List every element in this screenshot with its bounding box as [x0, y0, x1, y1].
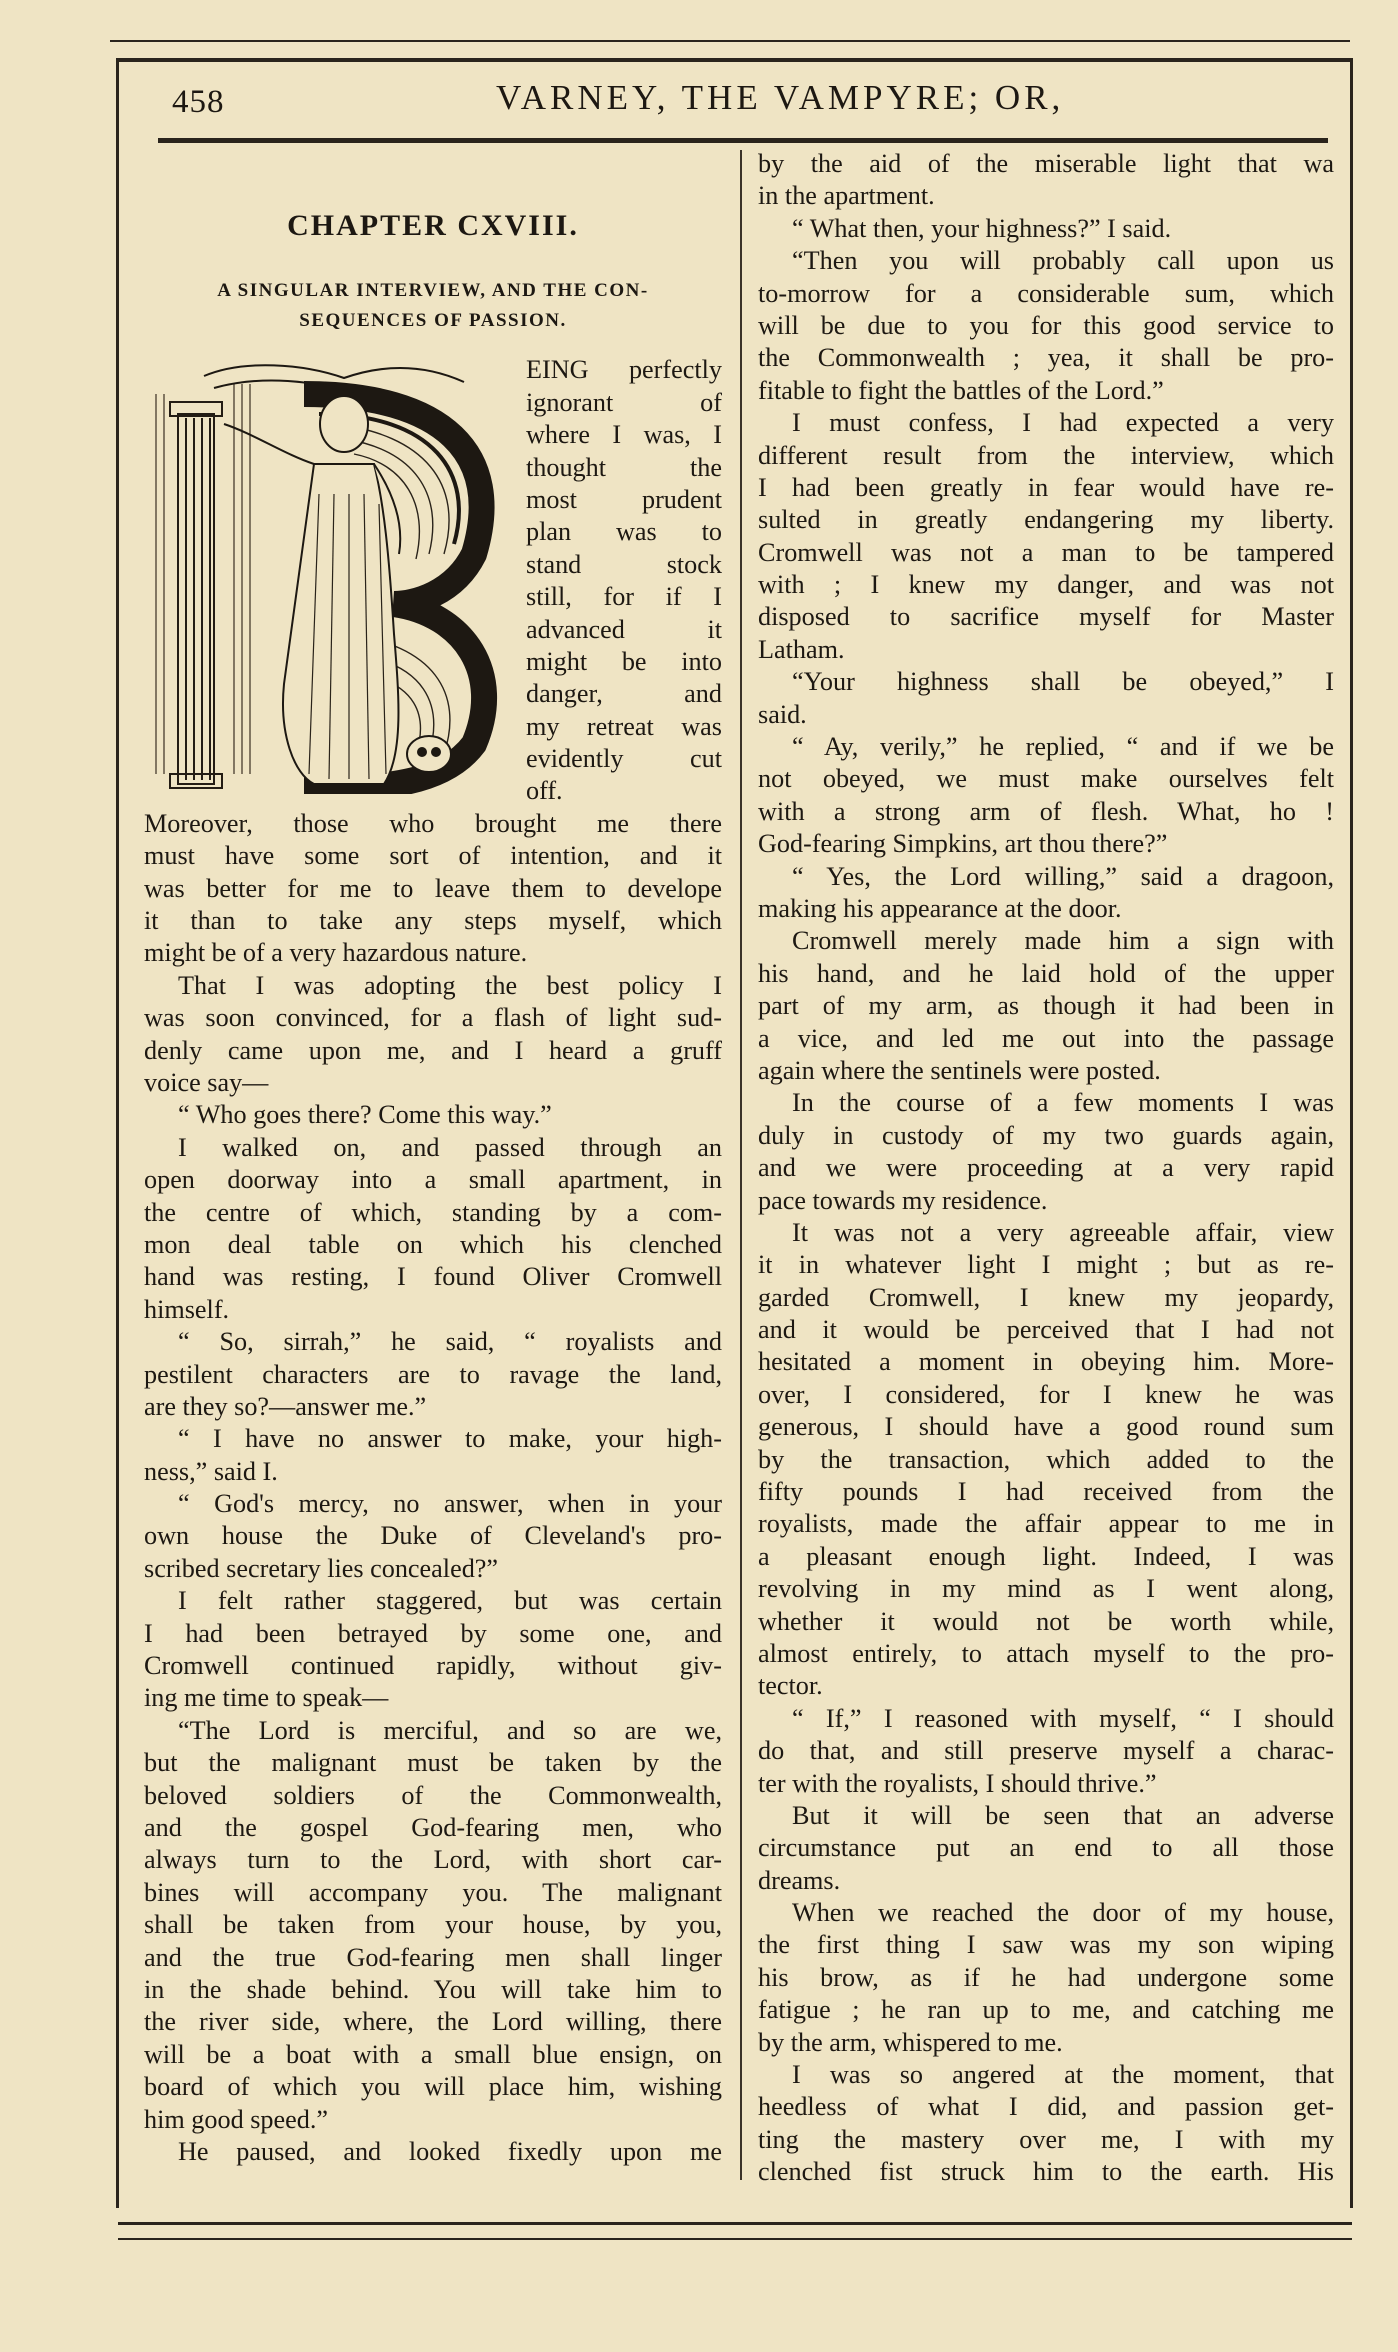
text-line: was better for me to leave them to develope	[144, 873, 722, 903]
text-line: and it would be perceived that I had not	[758, 1315, 1334, 1345]
text-line: and the true God-fearing men shall linger	[144, 1942, 722, 1972]
text-line: pace towards my residence.	[758, 1185, 1048, 1215]
chapter-subtitle-line: A SINGULAR INTERVIEW, AND THE CON-	[217, 280, 649, 302]
top-frame-rule	[118, 58, 1350, 62]
text-line: circumstance put an end to all those	[758, 1833, 1334, 1863]
text-line: I walked on, and passed through an	[178, 1132, 722, 1162]
text-line: most prudent	[526, 484, 722, 514]
bottom-rule-thin	[118, 2238, 1352, 2240]
chapter-subtitle-line: SEQUENCES OF PASSION.	[299, 310, 567, 332]
text-line: are they so?—answer me.”	[144, 1391, 427, 1421]
text-line: mon deal table on which his clenched	[144, 1229, 722, 1259]
text-line: I had been betrayed by some one, and	[144, 1618, 722, 1648]
text-line: it in whatever light I might ; but as re-	[758, 1250, 1334, 1280]
text-line: “ I have no answer to make, your high-	[178, 1424, 722, 1454]
text-line: “ Yes, the Lord willing,” said a dragoon,	[792, 861, 1334, 891]
text-line: almost entirely, to attach myself to the pro-	[758, 1638, 1334, 1668]
text-line: “ God's mercy, no answer, when in your	[178, 1489, 722, 1519]
text-line: where I was, I	[526, 420, 722, 450]
text-line: might be of a very hazardous nature.	[144, 938, 528, 968]
text-line: said.	[758, 699, 807, 729]
text-line: with a strong arm of flesh. What, ho !	[758, 796, 1334, 826]
text-line: “ So, sirrah,” he said, “ royalists and	[178, 1327, 722, 1357]
text-line: beloved soldiers of the Commonwealth,	[144, 1780, 722, 1810]
text-line: still, for if I	[526, 582, 722, 612]
chapter-title: CHAPTER CXVIII.	[287, 209, 579, 242]
text-line: “The Lord is merciful, and so are we,	[178, 1715, 722, 1745]
text-line: Cromwell continued rapidly, without giv-	[144, 1651, 722, 1681]
text-line: the first thing I saw was my son wiping	[758, 1930, 1334, 1960]
text-line: heedless of what I did, and passion get-	[758, 2092, 1334, 2122]
running-head: VARNEY, THE VAMPYRE; OR,	[496, 78, 1065, 117]
text-line: That I was adopting the best policy I	[178, 970, 722, 1000]
text-line: duly in custody of my two guards again,	[758, 1120, 1334, 1150]
text-line: dreams.	[758, 1865, 841, 1895]
text-line: I felt rather staggered, but was certain	[178, 1586, 722, 1616]
text-line: again where the sentinels were posted.	[758, 1055, 1161, 1085]
text-line: I must confess, I had expected a very	[792, 408, 1334, 438]
text-line: tector.	[758, 1671, 823, 1701]
text-line: “ Who goes there? Come this way.”	[178, 1100, 552, 1130]
right-column	[758, 148, 1334, 2189]
text-line: Latham.	[758, 634, 845, 664]
text-line: ter with the royalists, I should thrive.”	[758, 1768, 1157, 1798]
text-line: bines will accompany you. The malignant	[144, 1877, 722, 1907]
left-frame-rule	[116, 58, 119, 2208]
chapter-subtitle	[144, 276, 722, 336]
text-line: scribed secretary lies concealed?”	[144, 1553, 499, 1583]
text-line: own house the Duke of Cleveland's pro-	[144, 1521, 722, 1551]
text-line: EING perfectly	[526, 355, 722, 385]
page-number: 458	[172, 84, 225, 120]
text-line: it than to take any steps myself, which	[144, 906, 722, 936]
text-line: advanced it	[526, 614, 722, 644]
text-line: not obeyed, we must make ourselves felt	[758, 764, 1334, 794]
text-line: his hand, and he laid hold of the upper	[758, 958, 1334, 988]
header-rule	[158, 138, 1328, 143]
text-line: different result from the interview, which	[758, 440, 1334, 470]
text-line: his brow, as if he had undergone some	[758, 1962, 1334, 1992]
text-line: do that, and still preserve myself a charac-	[758, 1736, 1334, 1766]
text-line: in the apartment.	[758, 181, 935, 211]
text-line: Cromwell merely made him a sign with	[792, 926, 1334, 956]
left-body	[144, 808, 722, 2168]
text-line: to-morrow for a considerable sum, which	[758, 278, 1334, 308]
text-line: always turn to the Lord, with short car-	[144, 1845, 722, 1875]
text-line: royalists, made the affair appear to me in	[758, 1509, 1334, 1539]
text-line: himself.	[144, 1294, 230, 1324]
text-line: but the malignant must be taken by the	[144, 1748, 722, 1778]
bottom-rule	[118, 2222, 1352, 2225]
text-line: by the transaction, which added to the	[758, 1444, 1334, 1474]
text-line: I had been greatly in fear would have re-	[758, 472, 1334, 502]
text-line: I was so angered at the moment, that	[792, 2060, 1334, 2090]
text-line: ting the mastery over me, I with my	[758, 2124, 1334, 2154]
text-line: voice say—	[144, 1068, 269, 1097]
text-line: Moreover, those who brought me there	[144, 808, 722, 838]
text-line: ness,” said I.	[144, 1456, 278, 1486]
text-line: When we reached the door of my house,	[792, 1898, 1334, 1928]
text-line: board of which you will place him, wishing	[144, 2072, 722, 2102]
text-line: might be into	[526, 646, 722, 676]
text-line: was soon convinced, for a flash of light sud-	[144, 1003, 722, 1033]
text-line: off.	[526, 776, 563, 806]
text-line: part of my arm, as though it had been in	[758, 991, 1334, 1021]
text-line: “ Ay, verily,” he replied, “ and if we be	[792, 732, 1334, 762]
text-line: “ What then, your highness?” I said.	[792, 213, 1172, 243]
text-line: But it will be seen that an adverse	[792, 1800, 1334, 1830]
text-line: He paused, and looked fixedly upon me	[178, 2136, 722, 2166]
text-line: must have some sort of intention, and it	[144, 841, 722, 871]
text-line: my retreat was	[526, 711, 722, 741]
text-line: him good speed.”	[144, 2104, 329, 2134]
text-line: disposed to sacrifice myself for Master	[758, 602, 1334, 632]
dropcap-block	[144, 354, 722, 807]
text-line: “Your highness shall be obeyed,” I	[792, 667, 1334, 697]
text-line: sulted in greatly endangering my liberty.	[758, 505, 1334, 535]
text-line: God-fearing Simpkins, art thou there?”	[758, 829, 1168, 859]
column-divider	[740, 150, 742, 2180]
woodcut-letter-b-icon	[144, 354, 514, 794]
text-line: Cromwell was not a man to be tampered	[758, 537, 1334, 567]
text-line: denly came upon me, and I heard a gruff	[144, 1035, 722, 1065]
text-line: by the aid of the miserable light that wa	[758, 149, 1334, 178]
text-line: whether it would not be worth while,	[758, 1606, 1334, 1636]
text-line: over, I considered, for I knew he was	[758, 1379, 1334, 1409]
text-line: thought the	[526, 452, 722, 482]
text-line: the centre of which, standing by a com-	[144, 1197, 722, 1227]
text-line: the river side, where, the Lord willing, there	[144, 2007, 722, 2037]
text-line: open doorway into a small apartment, in	[144, 1165, 722, 1195]
text-line: ing me time to speak—	[144, 1683, 389, 1713]
left-column	[144, 148, 722, 2168]
text-line: It was not a very agreeable affair, view	[792, 1217, 1334, 1247]
text-line: hand was resting, I found Oliver Cromwell	[144, 1262, 722, 1292]
text-line: revolving in my mind as I went along,	[758, 1574, 1334, 1604]
text-line: pestilent characters are to ravage the land,	[144, 1359, 722, 1389]
text-line: will be a boat with a small blue ensign, on	[144, 2039, 722, 2069]
text-line: by the arm, whispered to me.	[758, 2027, 1063, 2057]
right-frame-rule	[1350, 58, 1353, 2208]
text-line: ignorant of	[526, 387, 722, 417]
text-line: with ; I knew my danger, and was not	[758, 570, 1334, 600]
text-line: generous, I should have a good round sum	[758, 1412, 1334, 1442]
dropcap-text	[526, 354, 722, 807]
text-line: shall be taken from your house, by you,	[144, 1910, 722, 1940]
text-line: In the course of a few moments I was	[792, 1088, 1334, 1118]
top-thin-rule	[110, 40, 1350, 42]
text-line: garded Cromwell, I knew my jeopardy,	[758, 1282, 1334, 1312]
text-line: stand stock	[526, 549, 722, 579]
text-line: and we were proceeding at a very rapid	[758, 1153, 1334, 1183]
text-line: in the shade behind. You will take him to	[144, 1974, 722, 2004]
text-line: fifty pounds I had received from the	[758, 1477, 1334, 1507]
text-line: and the gospel God-fearing men, who	[144, 1812, 722, 1842]
text-line: the Commonwealth ; yea, it shall be pro-	[758, 343, 1334, 373]
text-line: will be due to you for this good service to	[758, 310, 1334, 340]
text-line: plan was to	[526, 517, 722, 547]
text-line: a pleasant enough light. Indeed, I was	[758, 1541, 1334, 1571]
text-line: fatigue ; he ran up to me, and catching me	[758, 1995, 1334, 2025]
text-line: clenched fist struck him to the earth. His	[758, 2157, 1334, 2187]
text-line: making his appearance at the door.	[758, 893, 1122, 923]
text-line: fitable to fight the battles of the Lord.”	[758, 375, 1164, 405]
text-line: a vice, and led me out into the passage	[758, 1023, 1334, 1053]
text-line: evidently cut	[526, 744, 722, 774]
text-line: “ If,” I reasoned with myself, “ I should	[792, 1703, 1334, 1733]
text-line: danger, and	[526, 679, 722, 709]
text-line: hesitated a moment in obeying him. More-	[758, 1347, 1334, 1377]
text-line: “Then you will probably call upon us	[792, 246, 1334, 276]
